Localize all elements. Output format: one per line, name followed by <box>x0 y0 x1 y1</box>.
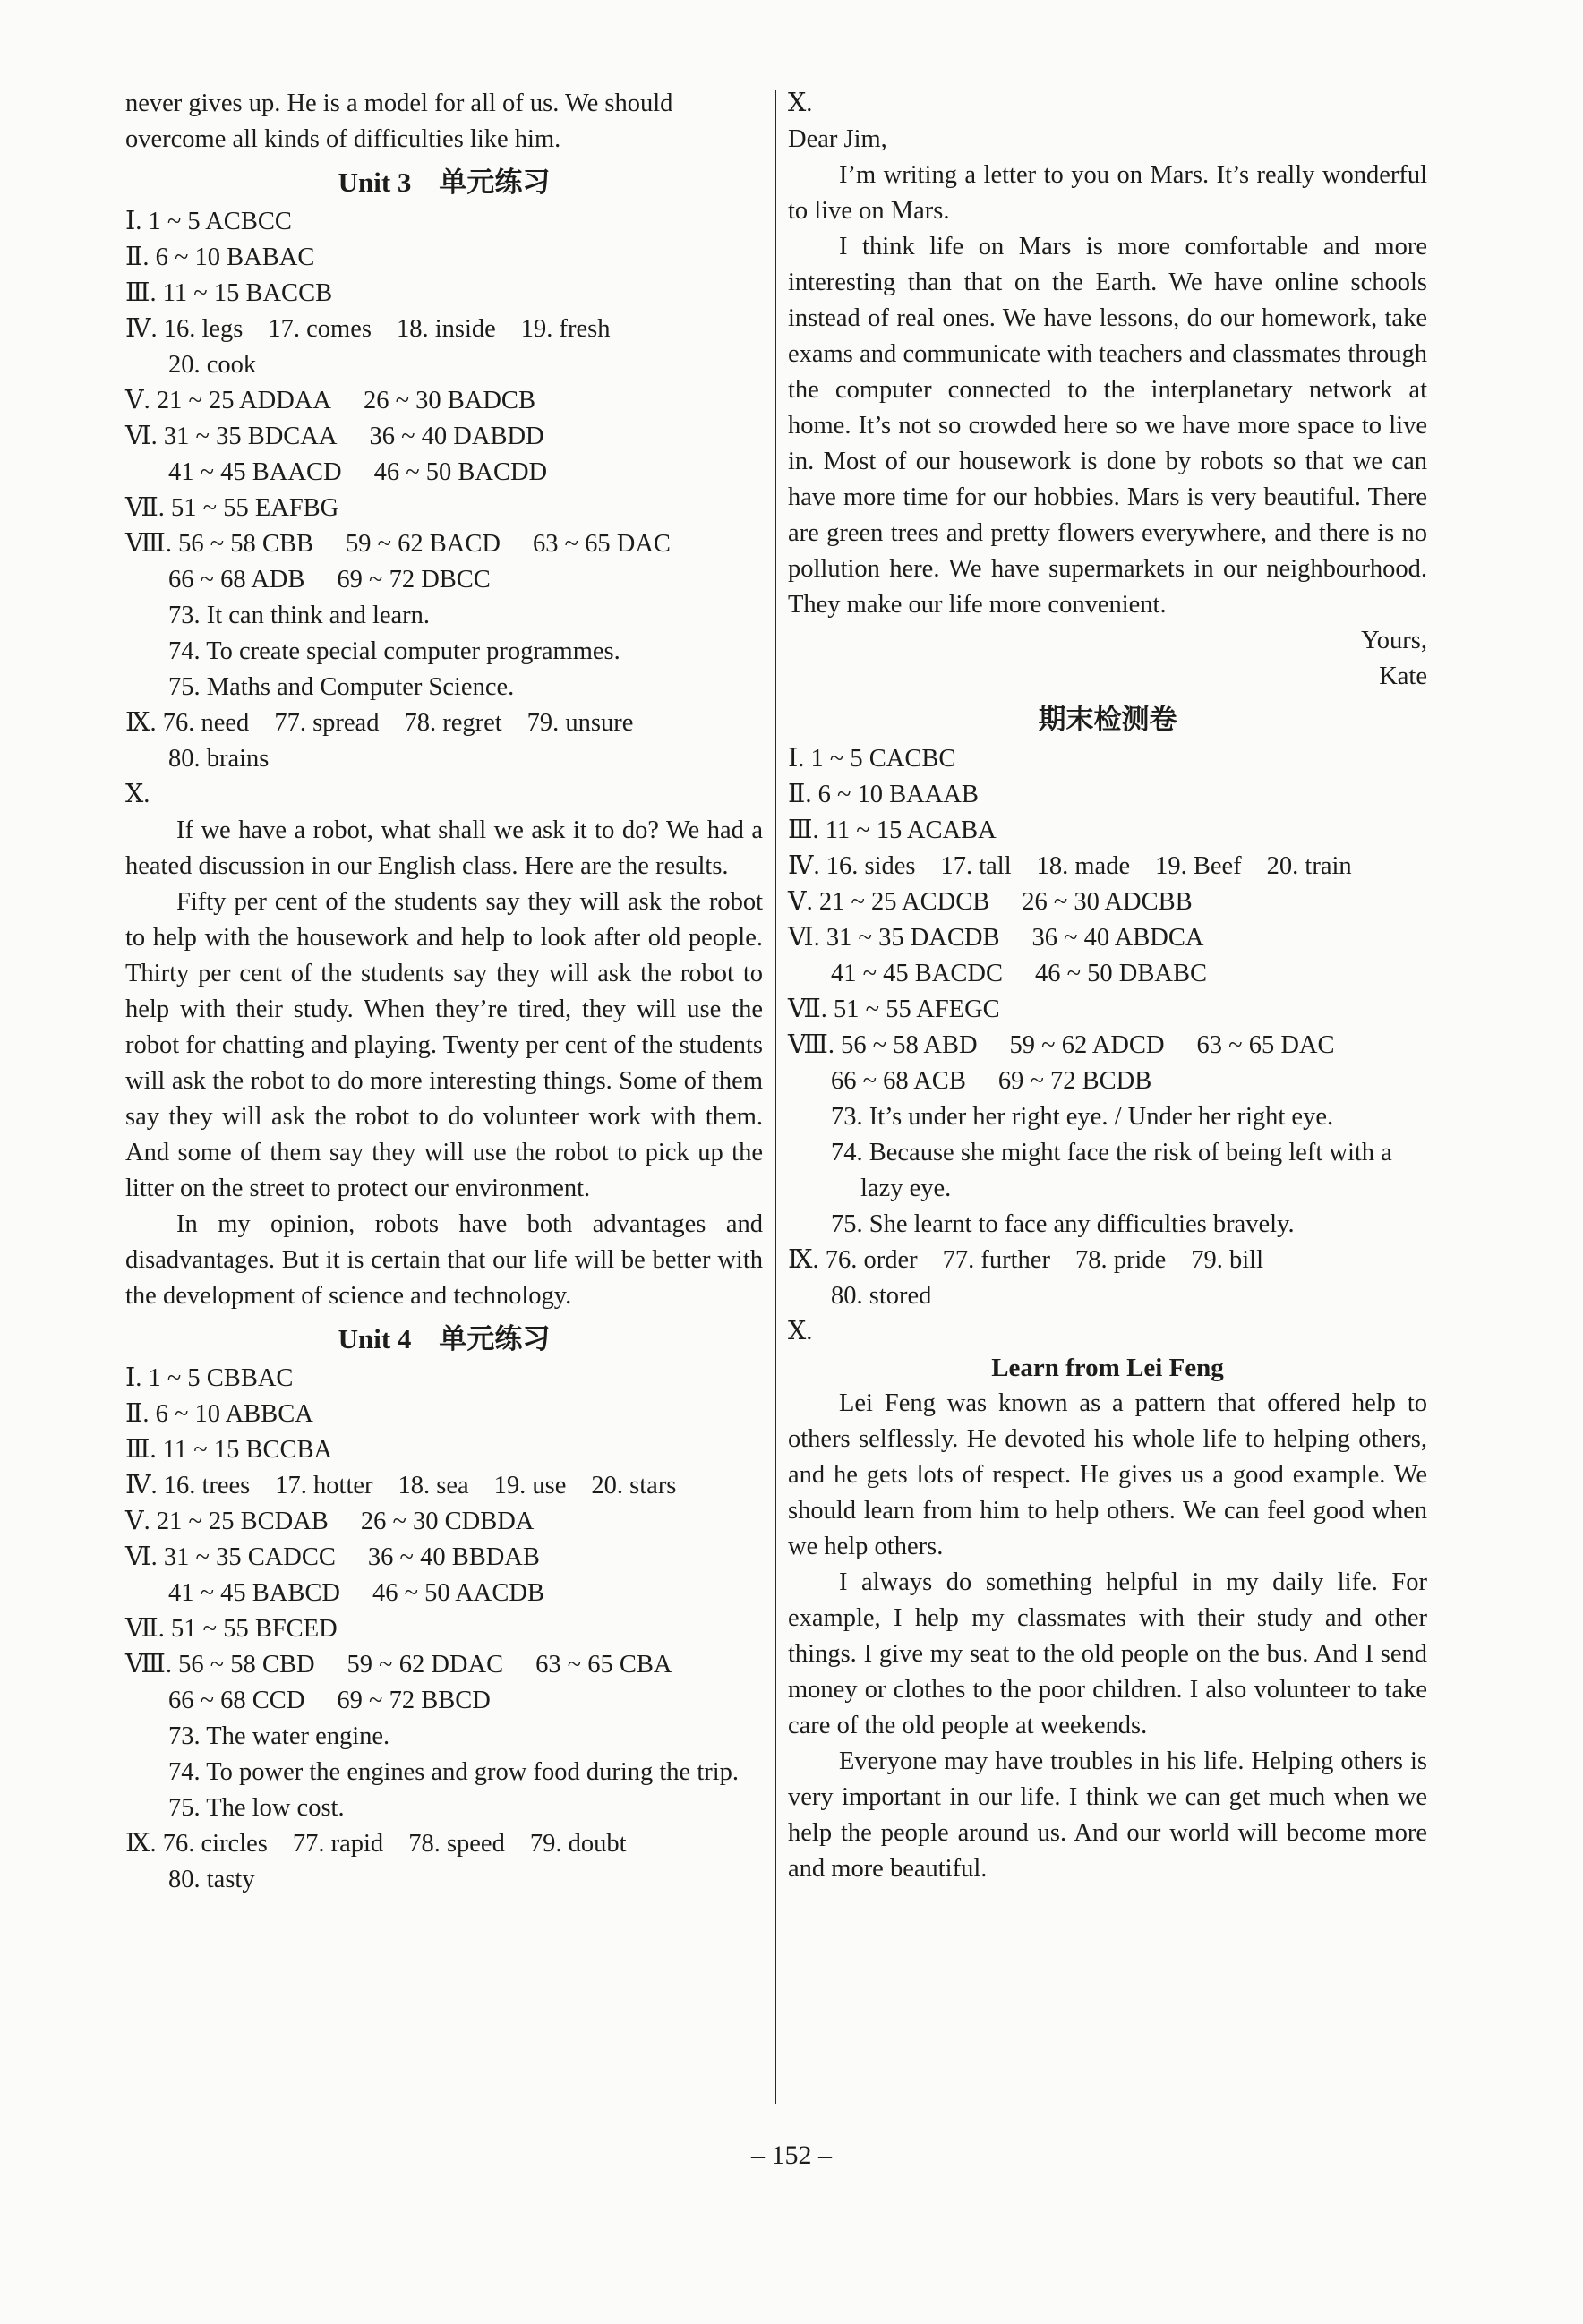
answer-line: Ⅵ. 31 ~ 35 BDCAA 36 ~ 40 DABDD <box>125 423 544 450</box>
answer-line: 41 ~ 45 BACDC 46 ~ 50 DBABC <box>831 960 1207 987</box>
answer-line: Ⅸ. 76. order 77. further 78. pride 79. bill <box>788 1246 1264 1274</box>
answer-line: Ⅳ. 16. sides 17. tall 18. made 19. Beef 20. train <box>788 852 1352 880</box>
right-column <box>788 86 1427 1887</box>
letter-paragraph: I think life on Mars is more comfortable and more interesting than that on the Earth. We have online schools instead of real ones. We have lessons, do our homework, take exams and communicate with teachers and classmates through the computer connected to the interplanetary network at home. It’s not so crowded here so we have more space to live in. Most of our housework is done by robots so that we can have more time for our hobbies. Mars is very beautiful. There are green trees and pretty flowers everywhere, and there is no pollution here. We have supermarkets in our neighbourhood. They make our life more convenient. <box>788 233 1427 619</box>
unit4-answers <box>125 1361 763 1898</box>
answer-line: 74. To power the engines and grow food during the trip. <box>168 1758 740 1786</box>
essay-paragraph: Everyone may have troubles in his life. Helping others is very important in our life. I think we can get much when we help the people around us. And our world will become more and more beautiful. <box>788 1747 1427 1883</box>
answer-line: Ⅶ. 51 ~ 55 EAFBG <box>125 494 339 522</box>
essay-paragraph: In my opinion, robots have both advantages and disadvantages. But it is certain that our life will be better with the development of science and technology. <box>125 1210 763 1310</box>
unit3-essay <box>125 813 763 1314</box>
answer-line: Ⅰ. 1 ~ 5 CBBAC <box>125 1364 294 1392</box>
essay-paragraph: Fifty per cent of the students say they will ask the robot to help with the housework and help to look after old people. Thirty per cent of the students say they will ask the robot to help with their study. When they’re tired, they will use the robot for chatting and playing. Twenty per cent of the students will ask the robot to do more interesting things. Some of them say they will ask the robot to do volunteer work with them. And some of them say they will use the robot to pick up the litter on the street to protect our environment. <box>125 888 763 1202</box>
answer-line: Ⅰ. 1 ~ 5 CACBC <box>788 745 956 773</box>
answer-line: 74. Because she might face the risk of being left with a lazy eye. <box>831 1139 1392 1202</box>
answer-line: Ⅱ. 6 ~ 10 BABAC <box>125 244 315 271</box>
unit3-title: Unit 3 单元练习 <box>338 167 551 198</box>
answer-line: Ⅵ. 31 ~ 35 CADCC 36 ~ 40 BBDAB <box>125 1543 540 1571</box>
page-number: – 152 – <box>751 2140 832 2170</box>
answer-line: Ⅳ. 16. trees 17. hotter 18. sea 19. use 20. stars <box>125 1472 677 1499</box>
answer-line: Ⅵ. 31 ~ 35 DACDB 36 ~ 40 ABDCA <box>788 924 1204 952</box>
answer-line: 73. The water engine. <box>168 1722 390 1750</box>
answer-line: 73. It’s under her right eye. / Under her right eye. <box>831 1103 1334 1131</box>
answer-line: 80. stored <box>831 1282 932 1310</box>
answer-line: Ⅲ. 11 ~ 15 ACABA <box>788 816 997 844</box>
answer-line: 73. It can think and learn. <box>168 602 431 629</box>
answer-line: 80. brains <box>168 745 270 773</box>
answer-line: Ⅹ. <box>125 781 150 808</box>
carryover-text: never gives up. He is a model for all of us. We should overcome all kinds of difficulties like him. <box>125 90 673 153</box>
answer-line: 41 ~ 45 BABCD 46 ~ 50 AACDB <box>168 1579 544 1607</box>
answer-line: 74. To create special computer programmes. <box>168 637 620 665</box>
answer-line: Ⅸ. 76. circles 77. rapid 78. speed 79. doubt <box>125 1830 627 1858</box>
answer-line: Ⅰ. 1 ~ 5 ACBCC <box>125 208 292 235</box>
essay-paragraph: I always do something helpful in my daily life. For example, I help my classmates with their study and other things. I give my seat to the old people on the bus. And I send money or clothes to the poor children. I also volunteer to take care of the old people at weekends. <box>788 1568 1427 1739</box>
answer-line: Ⅴ. 21 ~ 25 ADDAA 26 ~ 30 BADCB <box>125 387 535 414</box>
answer-line: Ⅸ. 76. need 77. spread 78. regret 79. unsure <box>125 709 634 737</box>
answer-line: Ⅳ. 16. legs 17. comes 18. inside 19. fresh <box>125 315 611 343</box>
essay-paragraph: If we have a robot, what shall we ask it to do? We had a heated discussion in our English class. Here are the results. <box>125 816 763 880</box>
letter-greeting: Dear Jim, <box>788 125 887 153</box>
answer-line: Ⅷ. 56 ~ 58 ABD 59 ~ 62 ADCD 63 ~ 65 DAC <box>788 1031 1335 1059</box>
answer-line: 66 ~ 68 ADB 69 ~ 72 DBCC <box>168 566 491 594</box>
answer-line: 41 ~ 45 BAACD 46 ~ 50 BACDD <box>168 458 548 486</box>
answer-line: Ⅶ. 51 ~ 55 BFCED <box>125 1615 338 1643</box>
answer-line: Ⅱ. 6 ~ 10 BAAAB <box>788 781 979 808</box>
answer-line: Ⅴ. 21 ~ 25 BCDAB 26 ~ 30 CDBDA <box>125 1508 535 1535</box>
answer-line: 75. The low cost. <box>168 1794 345 1822</box>
answer-line: Ⅴ. 21 ~ 25 ACDCB 26 ~ 30 ADCBB <box>788 888 1193 916</box>
unit4-title: Unit 4 单元练习 <box>338 1323 551 1354</box>
final-exam-title: 期末检测卷 <box>1038 704 1177 735</box>
essay-title: Learn from Lei Feng <box>991 1354 1224 1382</box>
letter-paragraph: I’m writing a letter to you on Mars. It’s really wonderful to live on Mars. <box>788 161 1427 225</box>
answer-line: Ⅲ. 11 ~ 15 BACCB <box>125 279 333 307</box>
answer-line: Ⅷ. 56 ~ 58 CBD 59 ~ 62 DDAC 63 ~ 65 CBA <box>125 1651 672 1679</box>
answer-line: 66 ~ 68 ACB 69 ~ 72 BCDB <box>831 1067 1152 1095</box>
left-column <box>125 86 763 1898</box>
answer-line: Ⅹ. <box>788 1318 813 1346</box>
mars-letter <box>788 122 1427 695</box>
answer-line: 75. She learnt to face any difficulties bravely. <box>831 1210 1295 1238</box>
unit3-answers <box>125 204 763 813</box>
letter-closing: Yours, <box>1361 627 1427 654</box>
essay-paragraph: Lei Feng was known as a pattern that offered help to others selflessly. He devoted his whole life to helping others, and he gets lots of respect. He gives us a good example. We should learn from him to help others. We can feel good when we help others. <box>788 1389 1427 1560</box>
lei-feng-essay <box>788 1350 1427 1887</box>
answer-line: 80. tasty <box>168 1866 255 1893</box>
column-divider <box>775 90 776 2104</box>
answer-line: 20. cook <box>168 351 257 379</box>
final-answers <box>788 741 1427 1350</box>
answer-line: Ⅶ. 51 ~ 55 AFEGC <box>788 995 1000 1023</box>
answer-line: 75. Maths and Computer Science. <box>168 673 515 701</box>
answer-line: Ⅱ. 6 ~ 10 ABBCA <box>125 1400 313 1428</box>
answer-line: Ⅷ. 56 ~ 58 CBB 59 ~ 62 BACD 63 ~ 65 DAC <box>125 530 671 558</box>
answer-line: 66 ~ 68 CCD 69 ~ 72 BBCD <box>168 1687 491 1714</box>
section-x-label: Ⅹ. <box>788 90 813 117</box>
letter-signature: Kate <box>1379 662 1427 690</box>
answer-line: Ⅲ. 11 ~ 15 BCCBA <box>125 1436 333 1464</box>
